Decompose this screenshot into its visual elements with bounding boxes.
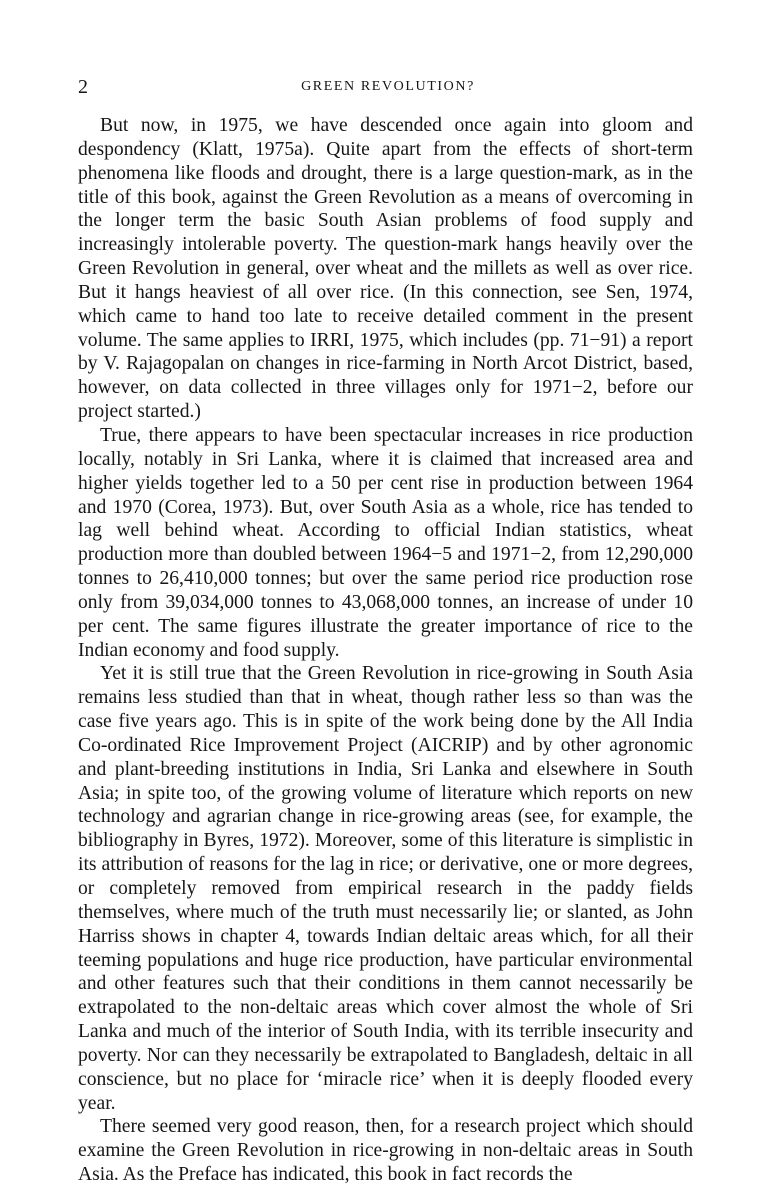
paragraph-1: But now, in 1975, we have descended once again into gloom and despondency (Klatt, 1975a). Quite apart from the effects of short-term phenomena like floods and drought, there is a large question-mark, as in the title of this book, against the Green Revolution as a means of overcoming in the longer term the basic South Asian problems of food supply and increasingly intolerable poverty. The question-mark hangs heavily over the Green Revolution in general, over wheat and the millets as well as over rice. But it hangs heaviest of all over rice. (In this connection, see Sen, 1974, which came to hand too late to receive detailed comment in the present volume. The same applies to IRRI, 1975, which includes (pp. 71−91) a report by V. Rajagopalan on changes in rice-farming in North Arcot District, based, however, on data collected in three villages only for 1971−2, before our project started.) — [78, 115, 693, 423]
running-title: GREEN REVOLUTION? — [301, 79, 475, 94]
paragraph-4: There seemed very good reason, then, for a research project which should examine the Green Revolution in rice-growing in non-deltaic areas in South Asia. As the Preface has indicated, this book in fact records the — [78, 1116, 693, 1186]
body-text — [78, 114, 693, 1187]
running-head — [78, 74, 698, 100]
paragraph-2: True, there appears to have been spectacular increases in rice production locally, notably in Sri Lanka, where it is claimed that increased area and higher yields together led to a 50 per cent rise in production between 1964 and 1970 (Corea, 1973). But, over South Asia as a whole, rice has tended to lag well behind wheat. According to official Indian statistics, wheat production more than doubled between 1964−5 and 1971−2, from 12,290,000 tonnes to 26,410,000 tonnes; but over the same period rice production rose only from 39,034,000 tonnes to 43,068,000 tonnes, an increase of under 10 per cent. The same figures illustrate the greater importance of rice to the Indian economy and food supply. — [78, 424, 693, 661]
paragraph-3: Yet it is still true that the Green Revolution in rice-growing in South Asia remains less studied than that in wheat, though rather less so than was the case five years ago. This is in spite of the work being done by the All India Co-ordinated Rice Improvement Project (AICRIP) and by other agronomic and plant-breeding institutions in India, Sri Lanka and elsewhere in South Asia; in spite too, of the growing volume of literature which reports on new technology and agrarian change in rice-growing areas (see, for example, the bibliography in Byres, 1972). Moreover, some of this literature is simplistic in its attribution of reasons for the lag in rice; or derivative, one or more degrees, or completely removed from empirical research in the paddy fields themselves, where much of the truth must necessarily lie; or slanted, as John Harriss shows in chapter 4, towards Indian deltaic areas which, for all their teeming populations and huge rice production, have particular environmental and other features such that their conditions in them cannot necessarily be extrapolated to the non-deltaic areas which cover almost the whole of Sri Lanka and much of the interior of South India, with its terrible insecurity and poverty. Nor can they necessarily be extrapolated to Bangladesh, deltaic in all conscience, but no place for ‘miracle rice’ when it is deeply flooded every year. — [78, 663, 693, 1114]
page-number: 2 — [78, 76, 88, 98]
